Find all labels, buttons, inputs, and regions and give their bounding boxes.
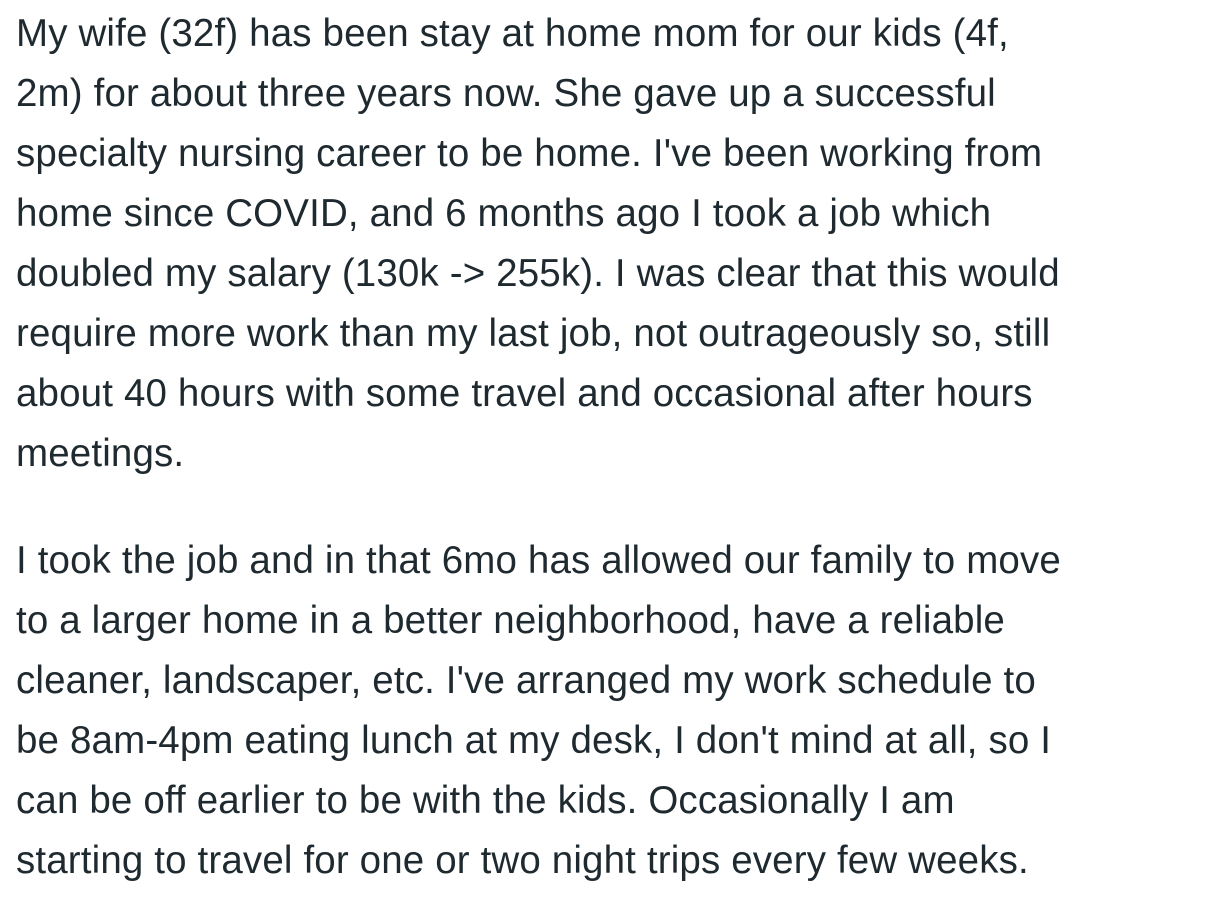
- text-line: I took the job and in that 6mo has allowed our family to move: [16, 539, 1061, 582]
- text-line: cleaner, landscaper, etc. I've arranged my work schedule to: [16, 659, 1036, 702]
- text-line: specialty nursing career to be home. I've been working from: [16, 132, 1043, 175]
- text-line: doubled my salary (130k -> 255k). I was clear that this would: [16, 252, 1060, 295]
- paragraph-spacer: [16, 484, 1213, 531]
- text-line: starting to travel for one or two night trips every few weeks.: [16, 839, 1029, 882]
- text-line: be 8am-4pm eating lunch at my desk, I don't mind at all, so I: [16, 719, 1052, 762]
- paragraph-2: [16, 531, 1213, 891]
- text-line: about 40 hours with some travel and occasional after hours: [16, 372, 1033, 415]
- paragraph-1: [16, 0, 1213, 484]
- text-line: 2m) for about three years now. She gave up a successful: [16, 72, 996, 115]
- text-line: meetings.: [16, 432, 185, 475]
- post-body: [16, 0, 1213, 891]
- text-line: to a larger home in a better neighborhood, have a reliable: [16, 599, 1005, 642]
- text-line: require more work than my last job, not outrageously so, still: [16, 312, 1051, 355]
- text-line: home since COVID, and 6 months ago I took a job which: [16, 192, 992, 235]
- text-line: My wife (32f) has been stay at home mom for our kids (4f,: [16, 12, 1009, 55]
- text-line: can be off earlier to be with the kids. Occasionally I am: [16, 779, 955, 822]
